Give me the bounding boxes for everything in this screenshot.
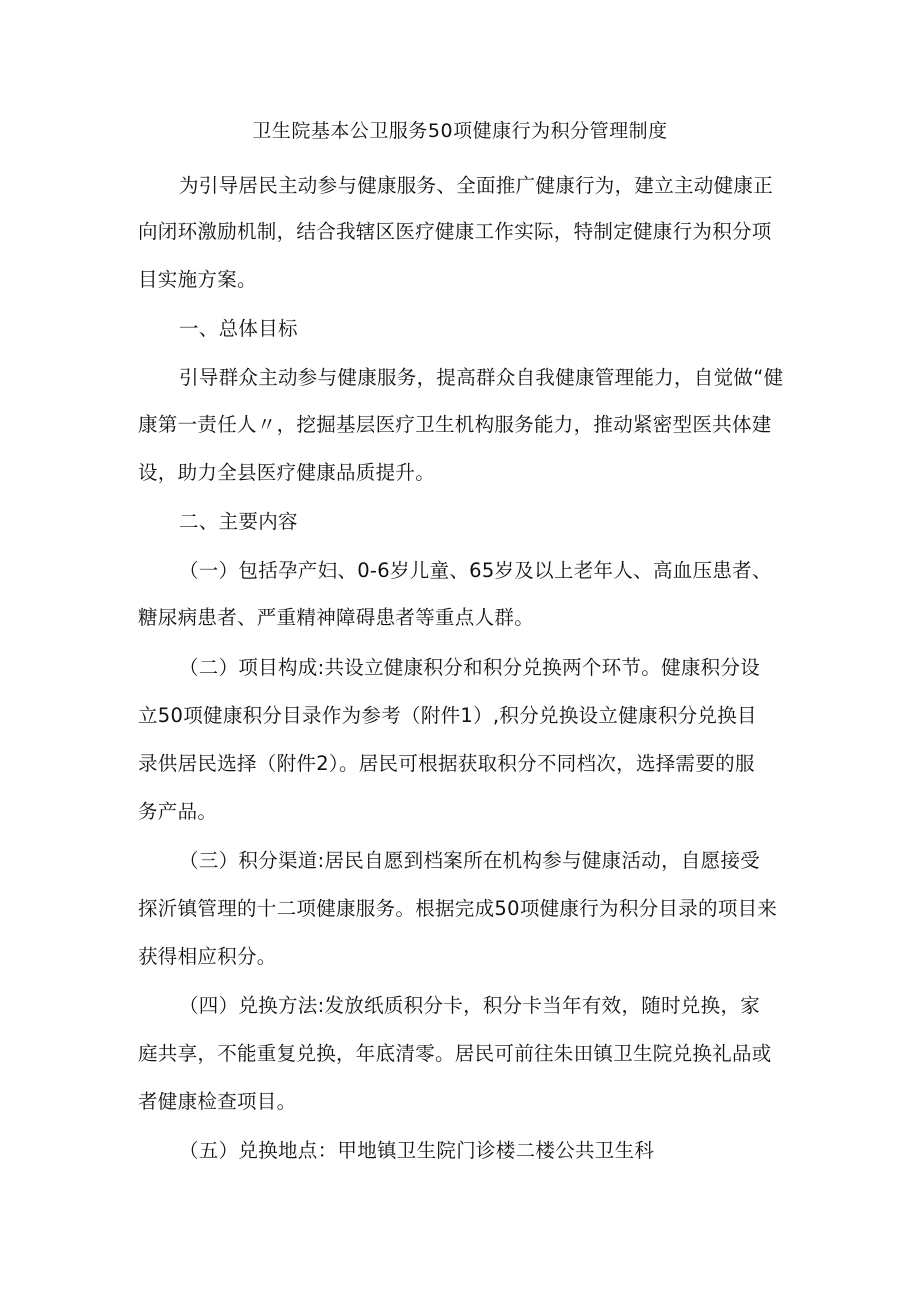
item2-line-3: 录供居民选择（附件2）。居民可根据获取积分不同档次，选择需要的服 <box>138 752 755 775</box>
intro-line-3: 目实施方案。 <box>138 268 257 291</box>
item2-line-1: （二）项目构成:共设立健康积分和积分兑换两个环节。健康积分设 <box>179 656 761 679</box>
intro-line-1: 为引导居民主动参与健康服务、全面推广健康行为，建立主动健康正 <box>179 174 774 197</box>
section1-line-3: 设，助力全县医疗健康品质提升。 <box>138 461 436 484</box>
item4-line-1: （四）兑换方法:发放纸质积分卡，积分卡当年有效，随时兑换，家 <box>179 994 761 1017</box>
item1-line-1: （一）包括孕产妇、0-6岁儿童、65岁及以上老年人、高血压患者、 <box>179 559 772 582</box>
section1-line-2: 康第一责任人〃，挖掘基层医疗卫生机构服务能力，推动紧密型医共体建 <box>138 413 772 436</box>
item1-line-2: 糖尿病患者、严重精神障碍患者等重点人群。 <box>138 606 535 629</box>
item3-line-2: 探沂镇管理的十二项健康服务。根据完成50项健康行为积分目录的项目来 <box>138 897 778 920</box>
section1-heading: 一、总体目标 <box>179 317 298 340</box>
intro-line-2: 向闭环激励机制，结合我辖区医疗健康工作实际，特制定健康行为积分项 <box>138 220 772 243</box>
item3-line-1: （三）积分渠道:居民自愿到档案所在机构参与健康活动，自愿接受 <box>179 849 761 872</box>
item3-line-3: 获得相应积分。 <box>138 945 277 968</box>
item4-line-3: 者健康检查项目。 <box>138 1090 297 1113</box>
item2-line-2: 立50项健康积分目录作为参考（附件1）,积分兑换设立健康积分兑换目 <box>138 704 757 727</box>
document-title: 卫生院基本公卫服务50项健康行为积分管理制度 <box>252 120 668 142</box>
section2-heading: 二、主要内容 <box>179 510 298 533</box>
item5-line-1: （五）兑换地点：甲地镇卫生院门诊楼二楼公共卫生科 <box>179 1139 655 1162</box>
item4-line-2: 庭共享，不能重复兑换，年底清零。居民可前往朱田镇卫生院兑换礼品或 <box>138 1042 772 1065</box>
item2-line-4: 务产品。 <box>138 800 218 823</box>
section1-line-1: 引导群众主动参与健康服务，提高群众自我健康管理能力，自觉做“健 <box>179 366 784 389</box>
